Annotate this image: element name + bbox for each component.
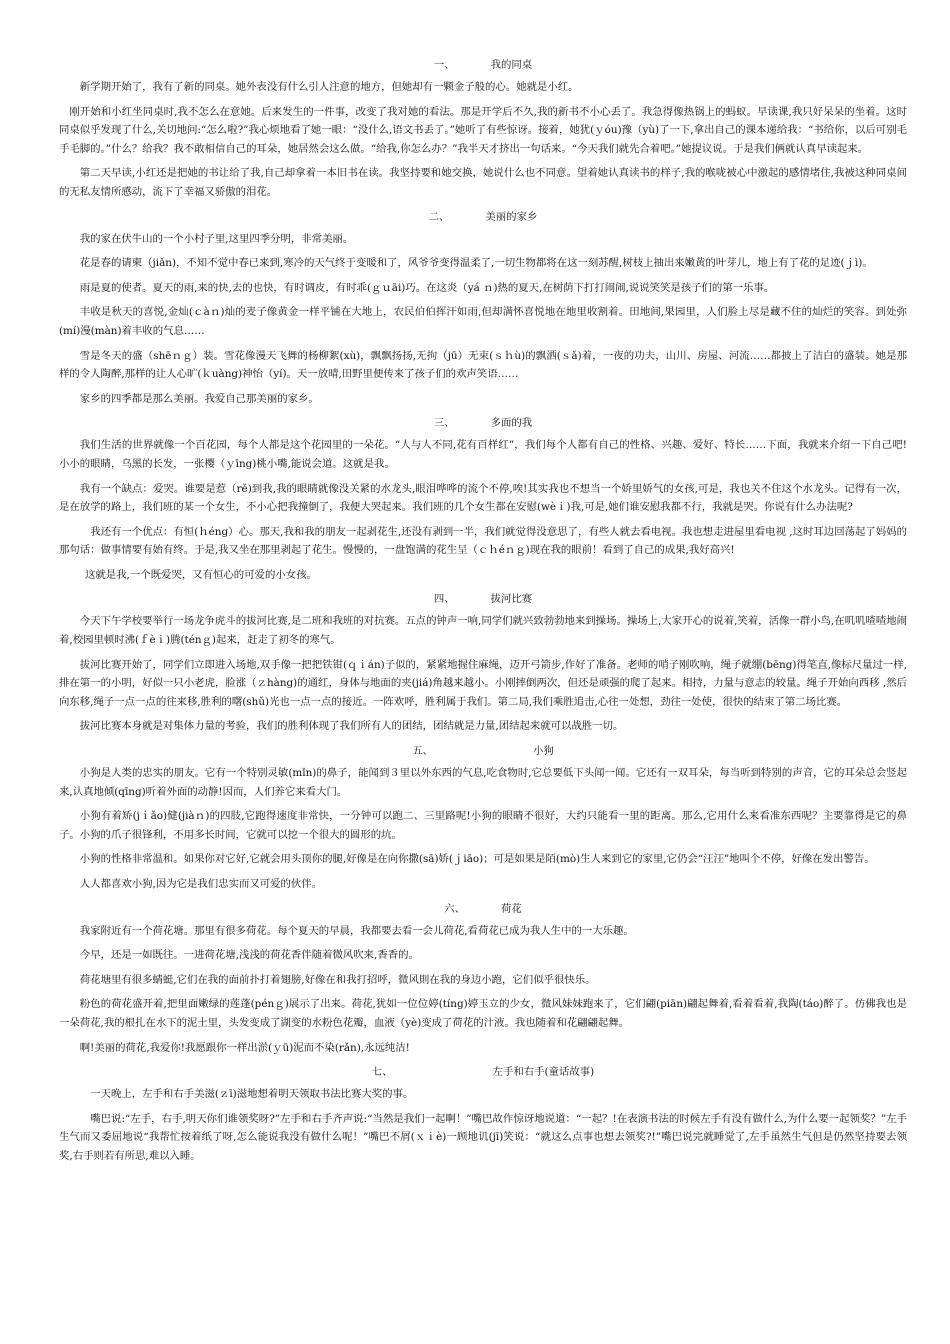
section-number: 三、 — [433, 417, 455, 430]
paragraph: 雪是冬天的盛（shēｎｇ）装。雪花像漫天飞舞的杨柳絮(xù)，飘飘扬扬,无拘（jū）无束(ｓｈù)的飘洒(ｓǎ)着，一夜的功夫，山川、房屋、河流……都披上了洁白的盛装。她是那样的令人陶醉,那样的让人心旷(ｋuàng)神怡（yí)。天一放晴,田野里便传来了孩子们的欢声笑语…… — [59, 349, 907, 381]
section-heading: 荷花 — [501, 902, 522, 915]
paragraph: 我家附近有一个荷花塘。那里有很多荷花。每个夏天的早晨，我都要去看一会儿荷花,看荷花已成为我人生中的一大乐趣。 — [79, 924, 634, 937]
section-heading: 左手和右手(童话故事) — [492, 1066, 595, 1079]
section-title — [59, 415, 907, 431]
paragraph: 粉色的荷花盛开着,把里面嫩绿的莲蓬(pénｇ)展示了出来。荷花,犹如一位位婷(tíng)婷玉立的少女，微风妹妹跑来了，它们翩(piān)翩起舞着,看着看着,我陶(táo)醉了。仿佛我也是一朵荷花,我的根扎在水下的泥土里，头发变成了湖变的水粉色花瓣，血液（yè)变成了荷花的汁液。我也随着和花翩翩起舞。 — [59, 998, 907, 1029]
paragraph: 家乡的四季都是那么美丽。我爱自己那美丽的家乡。 — [79, 392, 319, 405]
paragraph: 今天下午学校要举行一场龙争虎斗的拔河比赛,是二班和我班的对抗赛。五点的钟声一响,同学们就兴致勃勃地来到操场。操场上,大家开心的说着,笑着，活像一群小鸟,在叽叽喳喳地闹着,校园里顿时沸(ｆèｉ)腾(ténｇ)起来，赶走了初冬的寒气。 — [59, 615, 907, 647]
section-title — [59, 901, 907, 917]
section-title — [59, 57, 907, 73]
section-heading: 美丽的家乡 — [485, 210, 538, 223]
section-number: 七、 — [371, 1066, 393, 1079]
section-heading: 拔河比赛 — [490, 593, 533, 606]
section-number: 二、 — [428, 210, 450, 223]
paragraph: 小狗是人类的忠实的朋友。它有一个特别灵敏(mǐn)的鼻子，能闻到３里以外东西的气息,吃食物时,它总要低下头闻一闻。它还有一双耳朵，每当听到特别的声音，它的耳朵总会竖起来,认真地倾(qīng)听着外面的动静!因而，人们养它来看大门。 — [59, 767, 907, 798]
paragraph: 我还有一个优点：有恒(ｈéng）心。那天,我和我的朋友一起剥花生,还没有剥到一半，我们就觉得没意思了，有些人就去看电视。我也想走进屋里看电视 ,这时耳边回荡起了妈妈的那句话：做事情要有始有终。于是,我又坐在那里剥起了花生。慢慢的，一盘饱满的花生呈（ｃｈéｎｇ)现在我的眼前！看到了自己的成果,我好高兴! — [59, 525, 907, 557]
paragraph: 人人都喜欢小狗,因为它是我们忠实而又可爱的伙伴。 — [79, 878, 323, 890]
paragraph: 啊!美丽的荷花,我爱你!我愿跟你一样出淤(ｙū)泥而不染(rǎn),永远纯洁! — [79, 1041, 410, 1054]
section-heading: 我的同桌 — [490, 59, 533, 71]
paragraph: 我有一个缺点：爱哭。谁要是惹（rě)到我,我的眼睛就像没关紧的水龙头,眼泪哗哗的流个不停,唉!其实我也不想当一个娇里娇气的女孩,可是，我也关不住这个水龙头。记得有一次，是在放学的路上，我们班的某一个女生，不小心把我撞倒了，我便大哭起来。我们班的几个女生都在安慰(wèｉ)我,可是,她们谁安慰我都不行，我就是哭。你说有什么办法呢? — [59, 482, 907, 514]
paragraph: 丰收是秋天的喜悦,金灿(ｃàｎ)灿的麦子像黄金一样平铺在大地上，农民伯伯挥汗如雨,但却满怀喜悦地在地里收割着。田地间,果园里，人们脸上尽是藏不住的灿烂的笑容。到处弥(mí)漫(màn)着丰收的气息…… — [59, 306, 907, 337]
paragraph: 荷花塘里有很多蜻蜓,它们在我的面前扑打着翅膀,好像在和我打招呼，微风則在我的身边小跑，它们似乎很快乐。 — [79, 973, 596, 986]
paragraph: 新学期开始了，我有了新的同桌。她外表没有什么引人注意的地方，但她却有一颗金子般的心。她就是小红。 — [79, 81, 579, 93]
section-number: 六、 — [444, 902, 465, 915]
paragraph: 今早，还是一如既往。一进荷花塘,浅浅的荷花香伴随着微风吹来,香香的。 — [79, 949, 419, 962]
paragraph: 拔河比赛本身就是对集体力量的考验，我们的胜利体现了我们所有人的团结，团结就是力量,团结起来就可以战胜一切。 — [79, 720, 624, 733]
section-number: 四、 — [433, 593, 455, 606]
paragraph: 小狗有着矫(jｉǎo)健(jiàｎ)的四肢,它跑得速度非常快，一分钟可以跑二、三里路呢!小狗的眼睛不很好，大约只能看一里的距离。那么,它用什么来看准东西呢？主要靠得是它的鼻子。小狗的爪子很锋利，不用多长时间，它就可以挖一个很大的圆形的坑。 — [59, 810, 907, 841]
paragraph: 这就是我,一个既爱哭，又有恒心的可爱的小女孩。 — [85, 568, 317, 581]
section-heading: 小狗 — [533, 745, 554, 758]
paragraph: 花是春的请柬（jiǎn)，不知不觉中春已来到,寒冷的天气终于变暖和了，风爷爷变得温柔了,一切生物都将在这一刻苏醒,树枝上抽出来嫩黄的叶芽儿，地上有了花的足迹(ｊì)。 — [79, 257, 873, 270]
section-title — [59, 209, 907, 225]
document-page — [59, 50, 907, 1172]
paragraph: 小狗的性格非常温和。如果你对它好,它就会用头顶你的腿,好像是在向你撒(sā)娇(ｊiāo)；可是如果是陌(mò)生人来到它的家里,它仍会“汪汪”地叫个不停，好像在发出警告。 — [79, 853, 875, 866]
paragraph: 刚开始和小红坐同桌时,我不怎么在意她。后来发生的一件事，改变了我对她的看法。那是开学后不久,我的新书不小心丢了。我急得像热锅上的蚂蚁。早读课,我只好呆呆的坐着。这时同桌似乎发现了什么,关切地问:“怎么啦?”我心烦地看了她一眼：“没什么,语文书丢了。”她听了有些惊讶。接着，她犹(ｙóu)豫（yù)了一下,拿出自己的课本递给我：“书给你，以后可别毛手毛脚的。”什么？给我？我不敢相信自己的耳朵，她居然会这么做。“给我,你怎么办？”我半天才挤出一句话来。“今天我们就先合着吧。”她提议说。于是我们俩就认真早读起来。 — [59, 105, 907, 155]
paragraph: 嘴巴说:“左手，右手,明天你们谁领奖呀?”左手和右手齐声说:“当然是我们一起啊！”嘴巴故作惊讶地说道：“一起？!在表演书法的时候左手有没有做什么,为什么要一起领奖？”左手生气而又委屈地说“我帮忙按着纸了呀,怎么能说我没有做什么呢！”嘴巴不屑(ｘｉè)一顾地讥(jī)笑说：“就这么点事也想去领奖?!”嘴巴说完就睡觉了,左手虽然生气但是仍然坚持要去领奖,右手则若有所思,难以入睡。 — [59, 1112, 907, 1162]
paragraph: 一天晚上，左手和右手美滋(ｚī)滋地想着明天领取书法比赛大奖的事。 — [90, 1088, 414, 1101]
paragraph: 拔河比赛开始了，同学们立即进入场地,双手像一把把铁钳(ｑｉán)子似的，紧紧地握住麻绳，迈开弓箭步,作好了准备。老师的哨子刚吹响，绳子就绷(bēng)得笔直,像标尺量过一样,排在第一的小明，好似一只小老虎，脸涨（ｚhàng)的通红，身体与地面的夹(jiá)角越来越小。小刚摔倒两次，但还是顽强的爬了起来。相持，力量与意志的较量。绳子开始向西移 ,然后向东移,绳子一点一点的往来移,胜利的曙(shǔ)光也一点一点的接近。一阵欢呼，胜利属于我们。第二局,我们乘胜追击,心往一处想，劲往一处使，很快的结束了第二场比赛。 — [59, 658, 907, 708]
section-number: 五、 — [412, 745, 433, 758]
paragraph: 雨是夏的使者。夏天的雨,来的快,去的也快，有时调皮，有时乖(ｇｕāi)巧。在这炎（yá ｎ)热的夏天,在树荫下打打闹闹,说说笑笑是孩子们的第一乐事。 — [79, 281, 775, 294]
paragraph: 我们生活的世界就像一个百花园，每个人都是这个花园里的一朵花。“人与人不同,花有百样红”，我们每个人都有自己的性格、兴趣、爱好、特长……下面，我就来介绍一下自己吧!小小的眼睛，乌黑的长发，一张樱（ｙīng)桃小嘴,能说会道。这就是我。 — [59, 439, 907, 470]
section-number: 一、 — [433, 59, 455, 71]
section-title — [59, 743, 907, 759]
section-title — [59, 1064, 907, 1080]
section-title — [59, 591, 907, 607]
paragraph: 第二天早读,小红还是把她的书让给了我,自己却拿着一本旧书在读。我坚持要和她交换，她说什么也不同意。望着她认真读书的样子,我的喉咙被心中激起的感情堵住,我被这种同桌间的无私友情所感动，流下了幸福又骄傲的泪花。 — [59, 167, 907, 198]
paragraph: 我的家在伏牛山的一个小村子里,这里四季分明，非常美丽。 — [79, 232, 354, 245]
section-heading: 多面的我 — [490, 417, 533, 430]
